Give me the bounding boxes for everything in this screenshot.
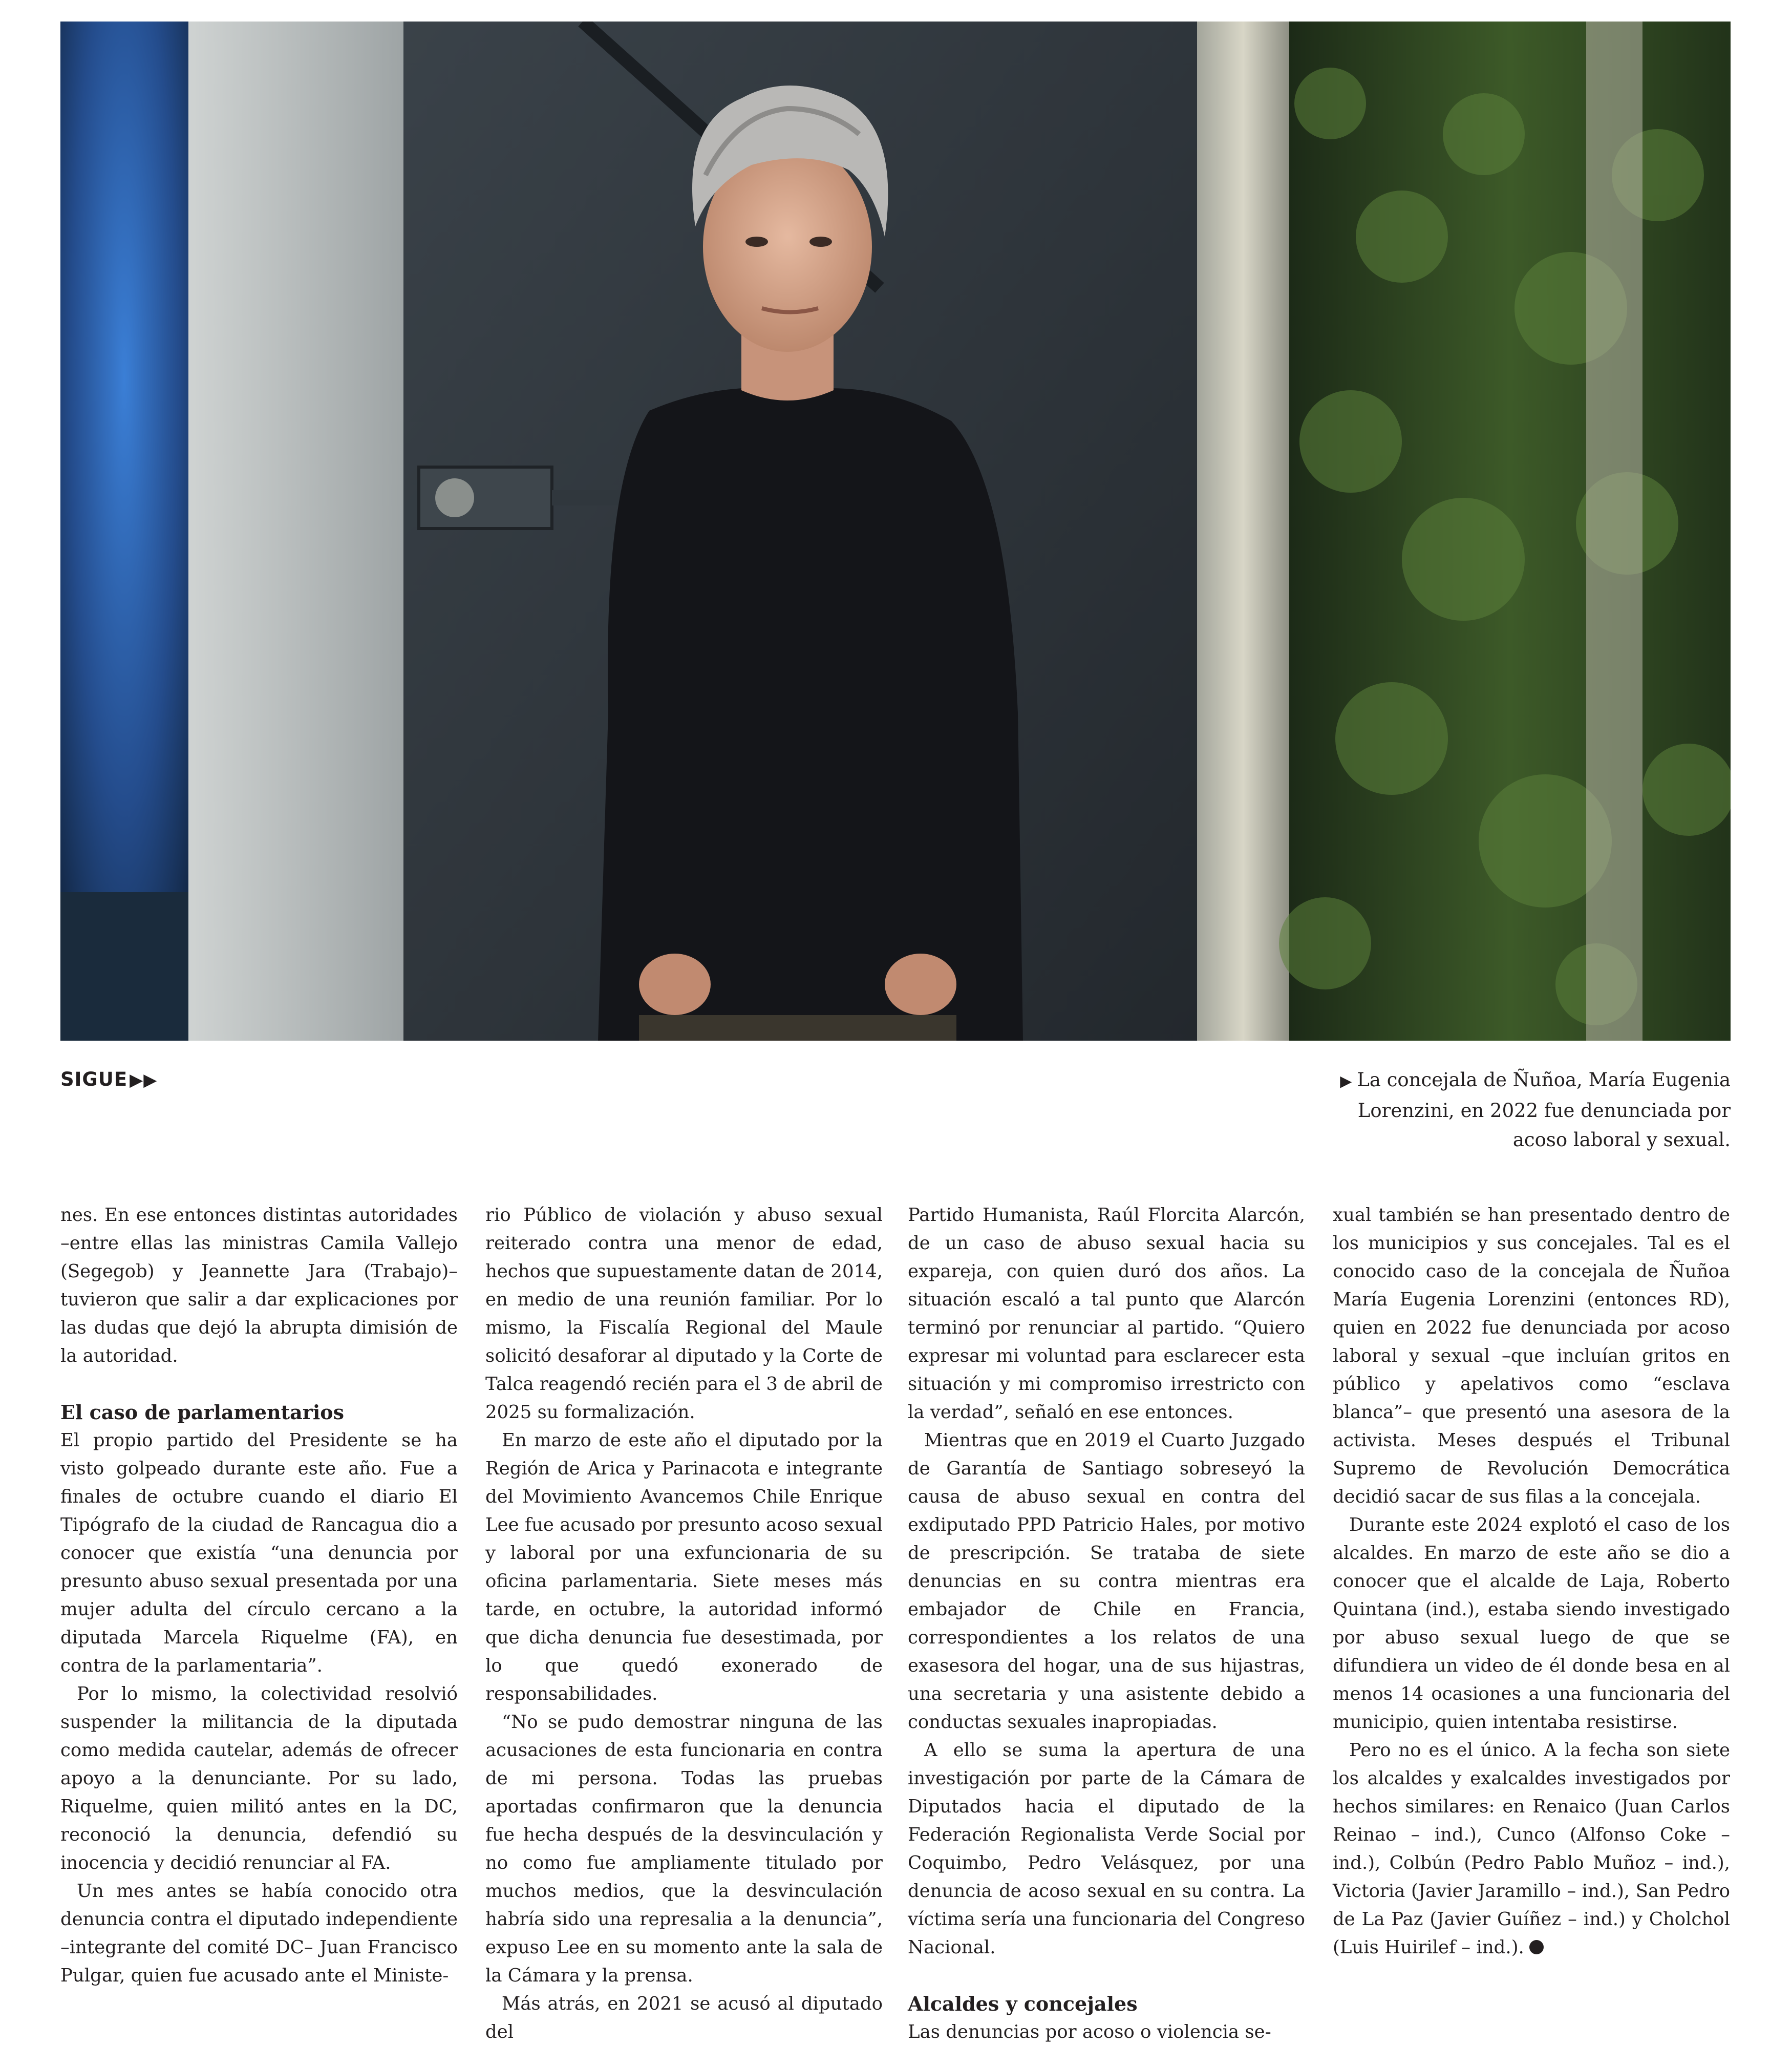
- paragraph-text: Pero no es el único. A la fecha son siete los alcaldes y exalcaldes investigados por hechos similares: en Renaico (Juan Carlos Reinao – ind.), Cunco (Alfonso Coke – ind.), Colbún (Pedro Pablo Muñoz – ind.), Victoria (Javier Jaramillo – ind.), San Pedro de La Paz (Javier Guíñez – ind.) y Cholchol (Luis Huirilef – ind.).: [1333, 1740, 1730, 1958]
- article-column-3: [908, 1201, 1305, 2046]
- article-column-1: [60, 1201, 458, 1990]
- paragraph: Las denuncias por acoso o violencia se-: [908, 2021, 1271, 2042]
- caption-text: La concejala de Ñuñoa, María Eugenia Lorenzini, en 2022 fue denunciada por acoso laboral y sexual.: [1357, 1069, 1731, 1151]
- end-of-article-icon: [1529, 1940, 1544, 1954]
- article-column-2: [485, 1201, 883, 2046]
- subheading: Alcaldes y concejales: [908, 1992, 1138, 2015]
- continue-indicator: [60, 1068, 157, 1090]
- paragraph: Más atrás, en 2021 se acusó al diputado del: [485, 1993, 883, 2042]
- subheading: El caso de parlamentarios: [60, 1401, 344, 1424]
- portrait-photo: [60, 22, 1731, 1041]
- continue-arrows-icon: ▶▶: [130, 1070, 158, 1090]
- paragraph: Por lo mismo, la colectividad resolvió suspender la militancia de la diputada como medida cautelar, además de ofrecer apoyo a la denunciante. Por su lado, Riquelme, quien militó antes en la DC, reconoció la denuncia, defendió su inocencia y decidió renunciar al FA.: [60, 1683, 458, 1873]
- article-column-4: [1333, 1201, 1730, 1961]
- paragraph: Durante este 2024 explotó el caso de los alcaldes. En marzo de este año se dio a conocer que el alcalde de Laja, Roberto Quintana (ind.), estaba siendo investigado por abuso sexual luego de que se difundiera un video de él donde besa en al menos 14 ocasiones a una funcionaria del municipio, quien intentaba resistirse.: [1333, 1514, 1730, 1733]
- paragraph: rio Público de violación y abuso sexual reiterado contra una menor de edad, hechos que supuestamente datan de 2014, en medio de una reunión familiar. Por lo mismo, la Fiscalía Regional del Maule solicitó desaforar al diputado y la Corte de Talca reagendó recién para el 3 de abril de 2025 su formalización.: [485, 1205, 883, 1423]
- paragraph: Un mes antes se había conocido otra denuncia contra el diputado independiente –integrante del comité DC– Juan Francisco Pulgar, quien fue acusado ante el Ministe-: [60, 1881, 458, 1986]
- paragraph: “No se pudo demostrar ninguna de las acusaciones de esta funcionaria en contra de mi persona. Todas las pruebas aportadas confirmaron que la denuncia fue hecha después de la desvinculación y no como fue ampliamente titulado por muchos medios, que la desvinculación habría sido una represalia a la denuncia”, expuso Lee en su momento ante la sala de la Cámara y la prensa.: [485, 1712, 883, 1986]
- paragraph: El propio partido del Presidente se ha visto golpeado durante este año. Fue a finales de octubre cuando el diario El Tipógrafo de la ciudad de Rancagua dio a conocer que existía “una denuncia por presunto abuso sexual presentada por una mujer adulta del círculo cercano a la diputada Marcela Riquelme (FA), en contra de la parlamentaria”.: [60, 1430, 458, 1676]
- paragraph: nes. En ese entonces distintas autoridades –entre ellas las ministras Camila Vallejo (Segegob) y Jeannette Jara (Trabajo)– tuvieron que salir a dar explicaciones por las dudas que dejó la abrupta dimisión de la autoridad.: [60, 1205, 458, 1366]
- paragraph: Mientras que en 2019 el Cuarto Juzgado de Garantía de Santiago sobreseyó la causa de abuso sexual en contra del exdiputado PPD Patricio Hales, por motivo de prescripción. Se trataba de siete denuncias en su contra mientras era embajador de Chile en Francia, correspondientes a los relatos de una exasesora del hogar, una de sus hijastras, una secretaria y una asistente debido a conductas sexuales inapropiadas.: [908, 1430, 1305, 1733]
- paragraph: A ello se suma la apertura de una investigación por parte de la Cámara de Diputados hacia el diputado de la Federación Regionalista Verde Social por Coquimbo, Pedro Velásquez, por una denuncia de acoso sexual en su contra. La víctima sería una funcionaria del Congreso Nacional.: [908, 1740, 1305, 1958]
- photo-caption: [1311, 1065, 1731, 1154]
- caption-marker-icon: ▶: [1340, 1072, 1352, 1090]
- paragraph: xual también se han presentado dentro de los municipios y sus concejales. Tal es el conocido caso de la concejala de Ñuñoa María Eugenia Lorenzini (entonces RD), quien en 2022 fue denunciada por acoso laboral y sexual –que incluían gritos en público y apelativos como “esclava blanca”– que presentó una asesora de la activista. Meses después el Tribunal Supremo de Revolución Democrática decidió sacar de sus filas a la concejala.: [1333, 1205, 1730, 1507]
- paragraph: Partido Humanista, Raúl Florcita Alarcón, de un caso de abuso sexual hacia su expareja, con quien duró dos años. La situación escaló a tal punto que Alarcón terminó por renunciar al partido. “Quiero expresar mi voluntad para esclarecer esta situación y mi compromiso irrestricto con la verdad”, señaló en ese entonces.: [908, 1205, 1305, 1423]
- paragraph: En marzo de este año el diputado por la Región de Arica y Parinacota e integrante del Movimiento Avancemos Chile Enrique Lee fue acusado por presunto acoso sexual y laboral por una exfuncionaria de su oficina parlamentaria. Siete meses más tarde, en octubre, la autoridad informó que dicha denuncia fue desestimada, por lo que quedó exonerado de responsabilidades.: [485, 1430, 883, 1704]
- portrait-illustration: [60, 22, 1731, 1041]
- continue-label: SIGUE: [60, 1068, 128, 1090]
- last-paragraph: [1333, 1736, 1730, 1961]
